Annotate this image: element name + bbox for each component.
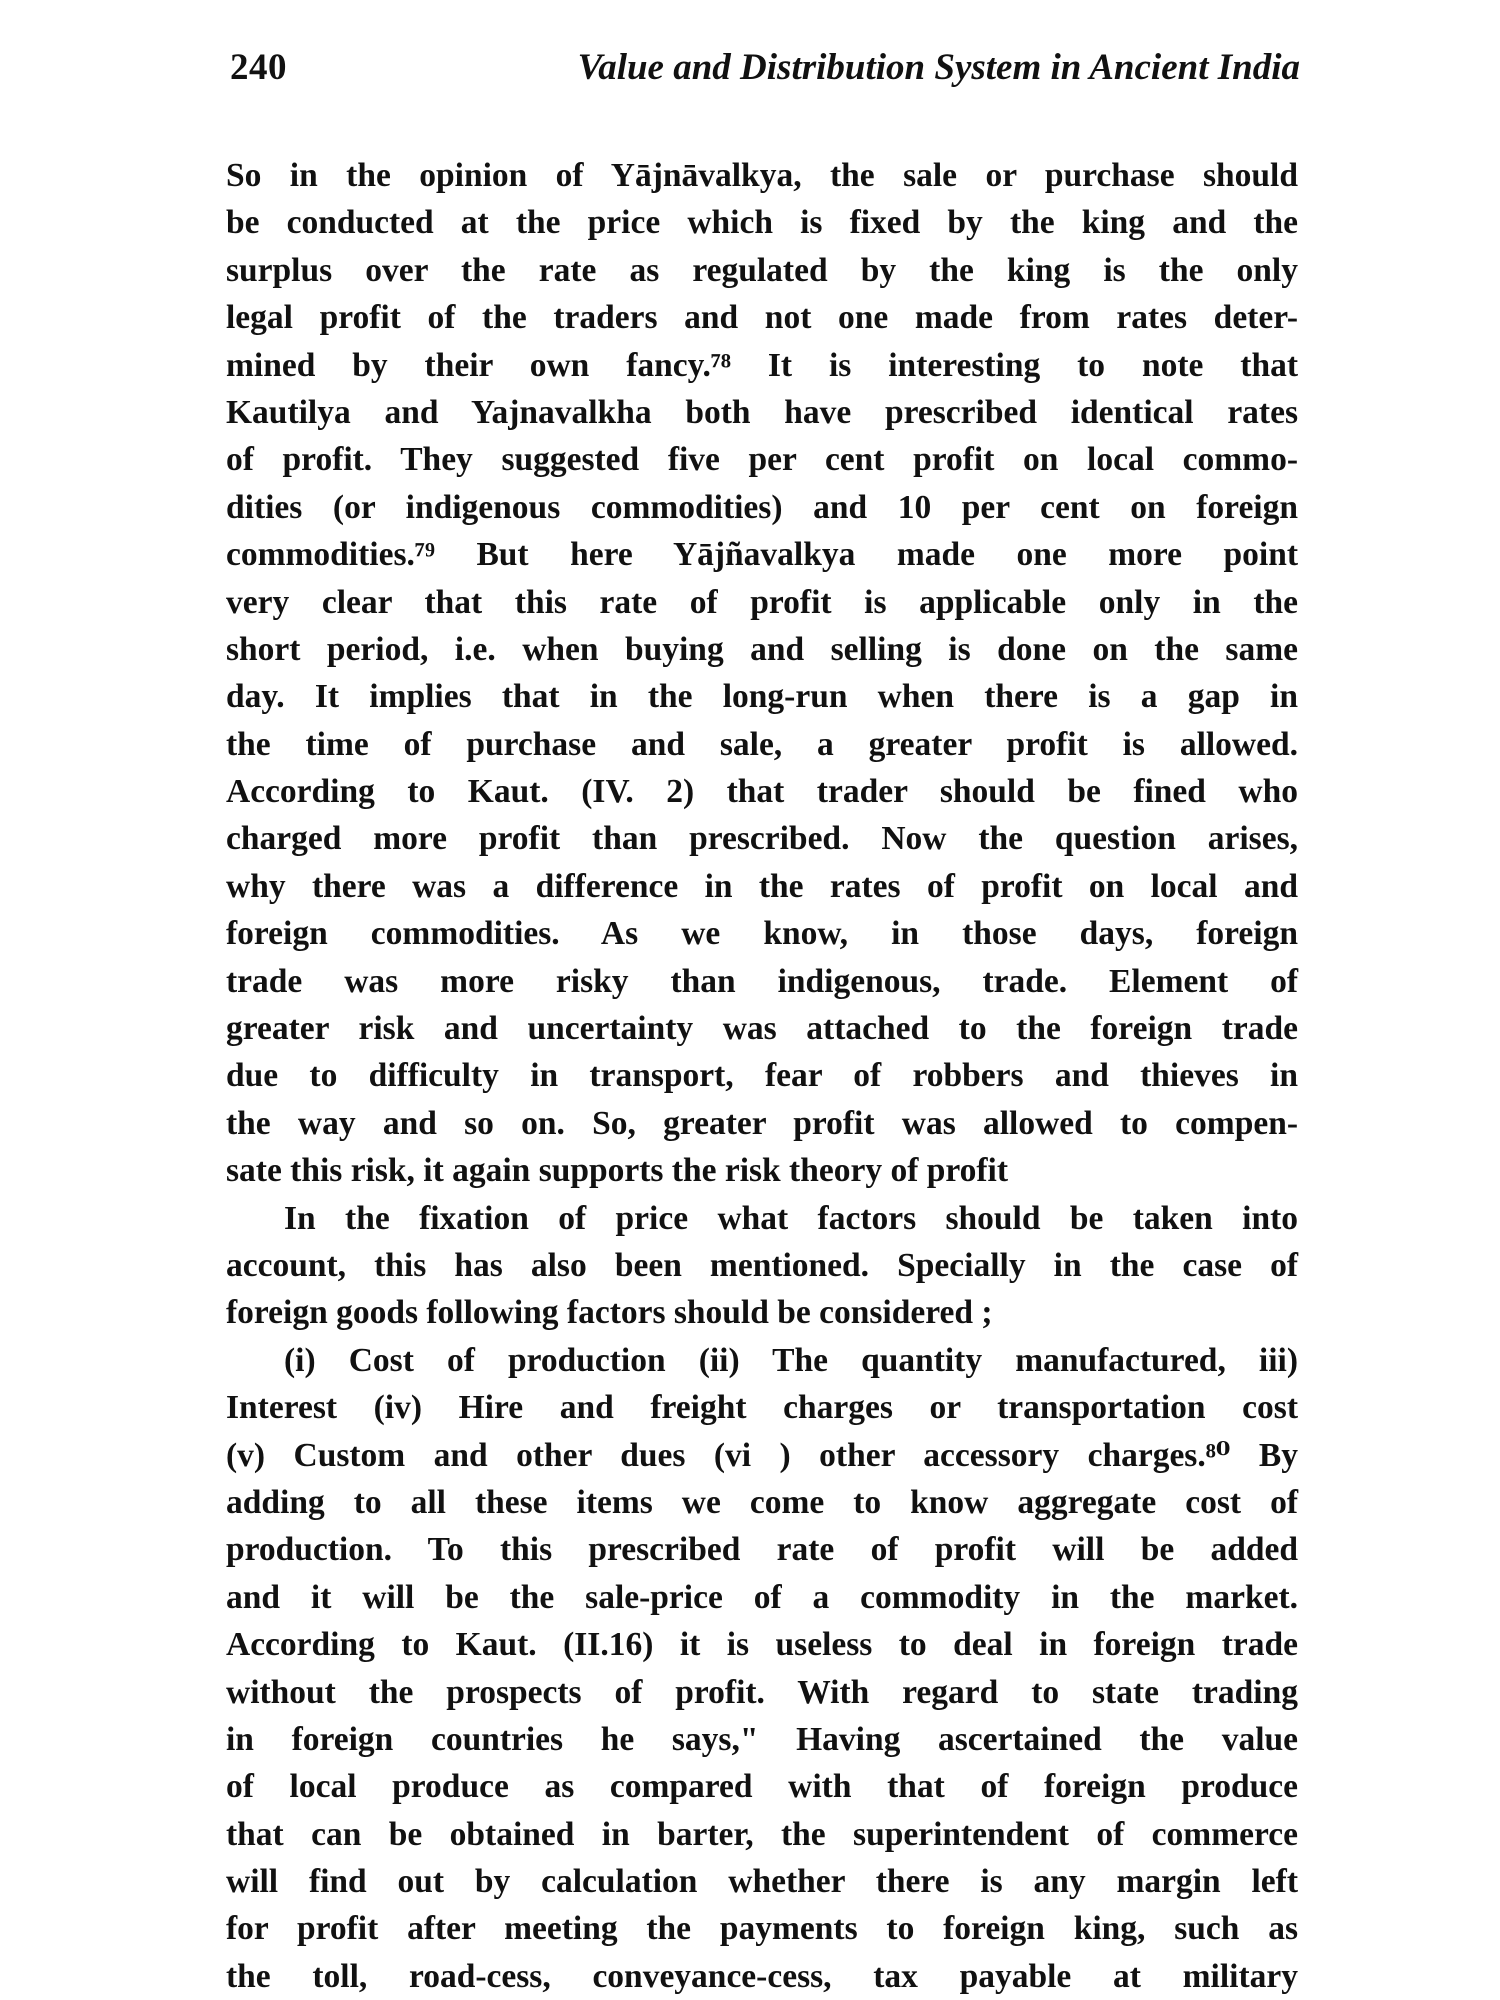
text-line: charged more profit than prescribed. Now the question arises,: [226, 820, 1298, 858]
text-line: In the fixation of price what factors should be taken into: [284, 1199, 1298, 1237]
running-title: Value and Distribution System in Ancient India: [577, 47, 1300, 88]
text-line: the time of purchase and sale, a greater profit is allowed.: [226, 725, 1298, 763]
text-line: be conducted at the price which is fixed by the king and the: [226, 204, 1298, 242]
text-line: legal profit of the traders and not one made from rates deter-: [226, 299, 1298, 337]
page-number: 240: [230, 47, 287, 88]
text-line: So in the opinion of Yājnāvalkya, the sale or purchase should: [226, 157, 1298, 194]
text-line: account, this has also been mentioned. Specially in the case of: [226, 1246, 1298, 1284]
text-line: greater risk and uncertainty was attached to the foreign trade: [226, 1010, 1298, 1048]
text-line: why there was a difference in the rates of profit on local and: [226, 867, 1298, 905]
text-line: (v) Custom and other dues (vi ) other accessory charges.⁸⁰ By: [226, 1436, 1298, 1474]
text-line: Interest (iv) Hire and freight charges or transportation cost: [226, 1389, 1298, 1427]
text-line: commodities.⁷⁹ But here Yājñavalkya made one more point: [226, 536, 1298, 574]
text-line: foreign commodities. As we know, in those days, foreign: [226, 915, 1298, 953]
text-line: very clear that this rate of profit is applicable only in the: [226, 583, 1298, 621]
text-line: of profit. They suggested five per cent profit on local commo-: [226, 441, 1298, 479]
text-line: for profit after meeting the payments to foreign king, such as: [226, 1910, 1298, 1948]
text-line: the toll, road-cess, conveyance-cess, tax payable at military: [226, 1957, 1298, 1995]
text-line: will find out by calculation whether there is any margin left: [226, 1863, 1298, 1901]
text-line: sate this risk, it again supports the risk theory of profit: [226, 1152, 1008, 1190]
running-head: [230, 46, 1300, 102]
text-line: dities (or indigenous commodities) and 10 per cent on foreign: [226, 488, 1298, 526]
text-line: day. It implies that in the long-run when there is a gap in: [226, 678, 1298, 716]
text-line: short period, i.e. when buying and selling is done on the same: [226, 630, 1298, 668]
text-line: that can be obtained in barter, the superintendent of commerce: [226, 1815, 1298, 1853]
text-line: According to Kaut. (II.16) it is useless to deal in foreign trade: [226, 1626, 1298, 1664]
text-line: According to Kaut. (IV. 2) that trader should be fined who: [226, 773, 1298, 811]
body-text: [226, 152, 1298, 2000]
text-line: the way and so on. So, greater profit was allowed to compen-: [226, 1104, 1298, 1142]
text-line: due to difficulty in transport, fear of robbers and thieves in: [226, 1057, 1298, 1095]
text-line: without the prospects of profit. With regard to state trading: [226, 1673, 1298, 1711]
text-line: surplus over the rate as regulated by the king is the only: [226, 251, 1298, 289]
text-line: Kautilya and Yajnavalkha both have prescribed identical rates: [226, 393, 1298, 431]
text-line: in foreign countries he says," Having ascertained the value: [226, 1720, 1298, 1758]
text-line: adding to all these items we come to know aggregate cost of: [226, 1483, 1298, 1521]
text-line: foreign goods following factors should be considered ;: [226, 1294, 993, 1332]
text-line: of local produce as compared with that of foreign produce: [226, 1768, 1298, 1806]
text-line: production. To this prescribed rate of profit will be added: [226, 1531, 1298, 1569]
text-line: (i) Cost of production (ii) The quantity manufactured, iii): [284, 1341, 1298, 1379]
text-line: mined by their own fancy.⁷⁸ It is interesting to note that: [226, 346, 1298, 384]
text-line: trade was more risky than indigenous, trade. Element of: [226, 962, 1298, 1000]
text-line: and it will be the sale-price of a commodity in the market.: [226, 1578, 1298, 1616]
